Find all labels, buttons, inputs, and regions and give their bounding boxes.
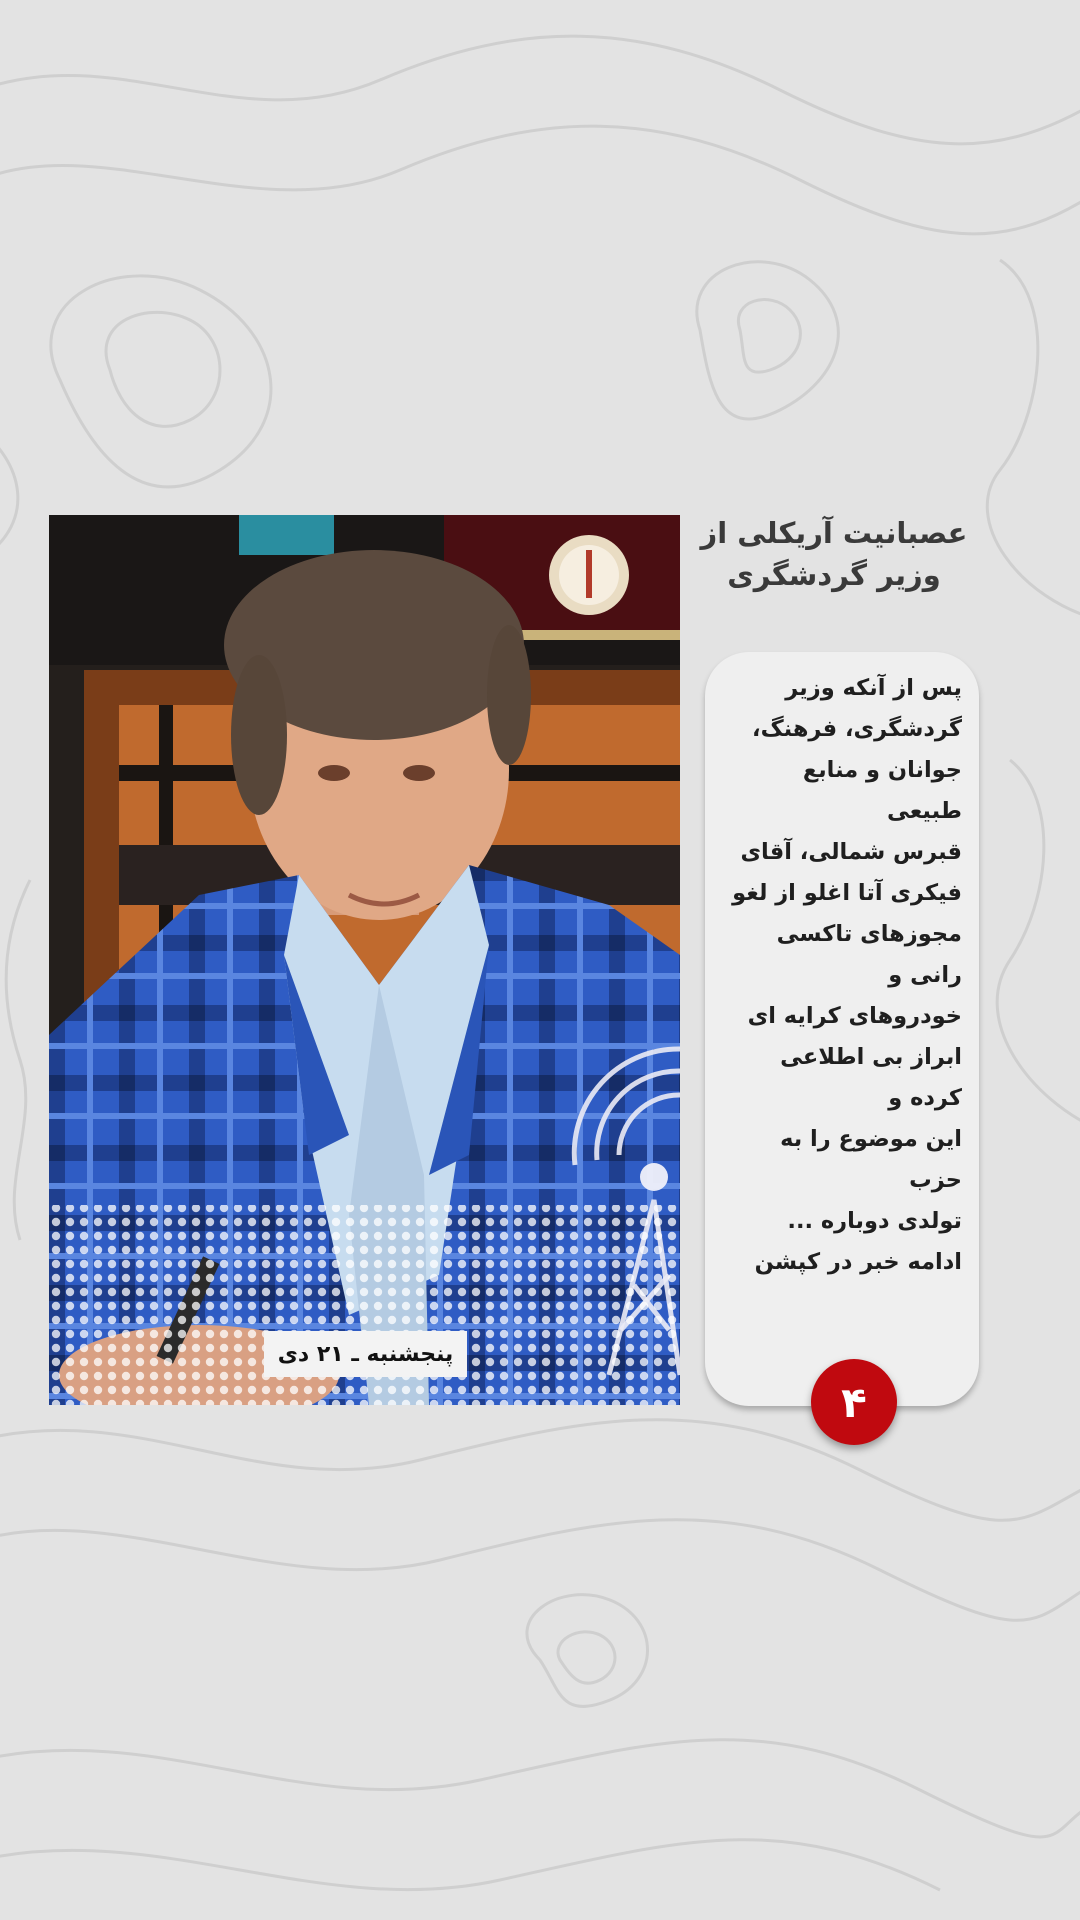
story-text: پس از آنکه وزیر گردشگری، فرهنگ، جوانان و منابع طبیعی قبرس شمالی، آقای فیکری آتا اغلو از لغو مجوزهای تاکسی رانی و خودروهای کرایه ای ابراز بی اطلاعی کرده و این موضوع را به حزب تولدی دوباره ... ادامه خبر در کپشن — [732, 675, 962, 1275]
page-number-badge: ۴ — [811, 1359, 897, 1445]
news-photo — [49, 515, 680, 1405]
date-badge: پنجشنبه ـ ۲۱ دی — [264, 1331, 467, 1377]
headline: عصبانیت آریکلی از وزیر گردشگری — [700, 516, 968, 592]
